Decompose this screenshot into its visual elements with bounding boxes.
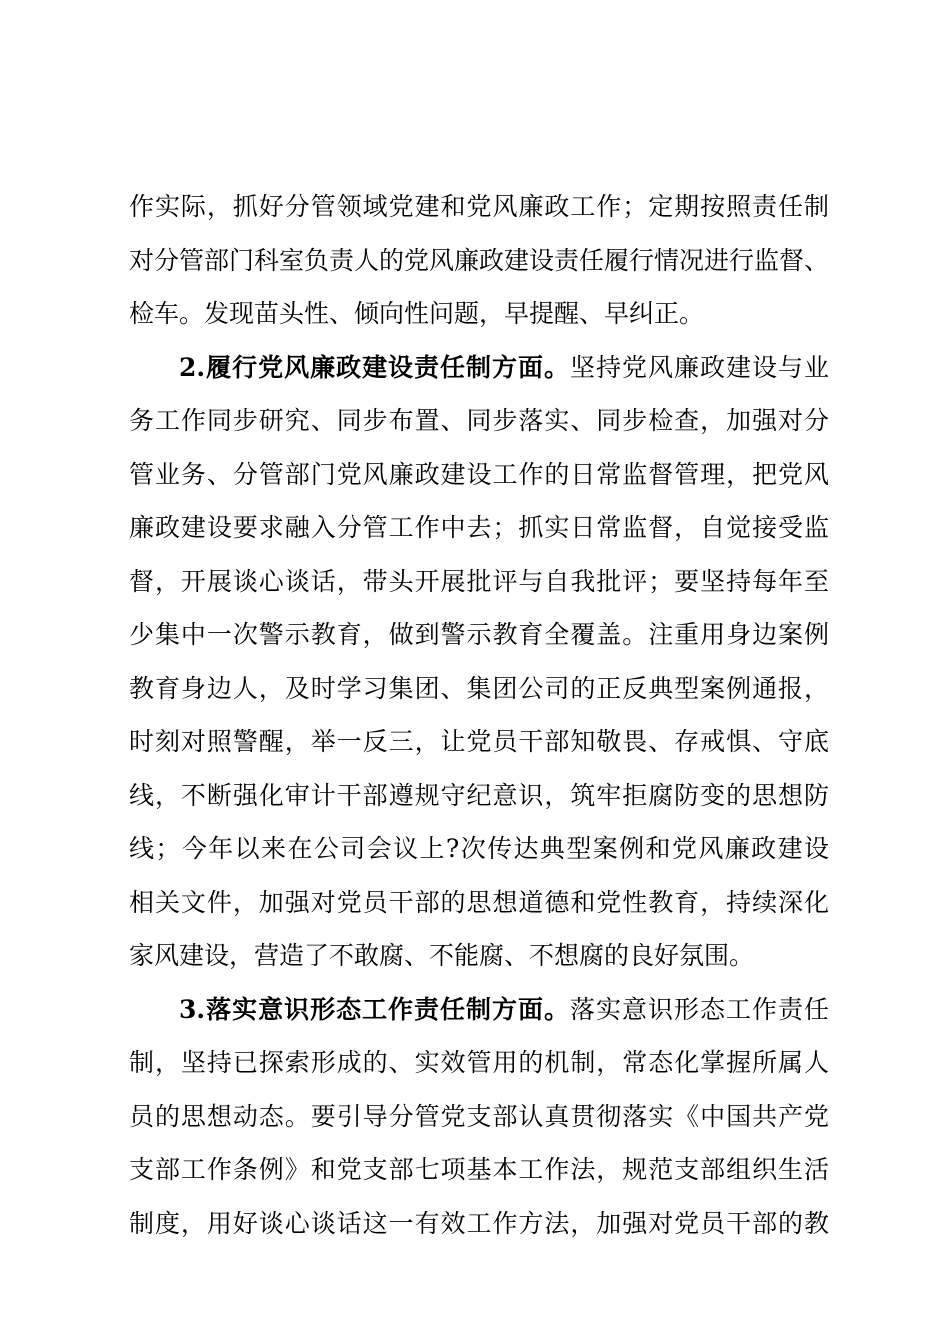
paragraph-1 xyxy=(129,180,829,341)
heading-line xyxy=(129,341,829,395)
heading-line xyxy=(129,983,829,1037)
section-heading-party-integrity: 2.履行党风廉政建设责任制方面。 xyxy=(179,352,571,382)
text-line: 线；今年以来在公司会议上?次传达典型案例和党风廉政建设 xyxy=(129,834,829,863)
document-body xyxy=(129,180,829,1250)
text-line: 督，开展谈心谈话，带头开展批评与自我批评；要坚持每年至 xyxy=(129,566,829,596)
section-heading-ideology: 3.落实意识形态工作责任制方面。 xyxy=(179,994,571,1024)
text-line: 线，不断强化审计干部遵规守纪意识，筑牢拒腐防变的思想防 xyxy=(129,780,829,810)
text-line: 员的思想动态。要引导分管党支部认真贯彻落实《中国共产党 xyxy=(129,1101,829,1131)
text-line: 时刻对照警醒，举一反三，让党员干部知敬畏、存戒惧、守底 xyxy=(129,727,829,756)
text-line: 少集中一次警示教育，做到警示教育全覆盖。注重用身边案例 xyxy=(129,620,829,649)
text-line: 教育身边人，及时学习集团、集团公司的正反典型案例通报， xyxy=(129,673,829,703)
text-line: 制，坚持已探索形成的、实效管用的机制，常态化掌握所属人 xyxy=(129,1048,829,1077)
text-line: 对分管部门科室负责人的党风廉政建设责任履行情况进行监督、 xyxy=(129,245,830,275)
text-line: 制度，用好谈心谈话这一有效工作方法，加强对党员干部的教 xyxy=(129,1208,829,1238)
text-line: 管业务、分管部门党风廉政建设工作的日常监督管理，把党风 xyxy=(129,459,829,489)
text-line: 作实际，抓好分管领域党建和党风廉政工作；定期按照责任制 xyxy=(129,192,829,221)
text-line: 务工作同步研究、同步布置、同步落实、同步检查，加强对分 xyxy=(129,406,829,435)
heading-line-rest: 坚持党风廉政建设与业 xyxy=(570,352,829,382)
paragraph-2 xyxy=(129,341,829,983)
paragraph-3 xyxy=(129,983,829,1251)
text-line: 家风建设，营造了不敢腐、不能腐、不想腐的良好氛围。 xyxy=(129,941,755,970)
text-line: 相关文件，加强对党员干部的思想道德和党性教育，持续深化 xyxy=(129,887,829,917)
text-line: 检车。发现苗头性、倾向性问题，早提醒、早纠正。 xyxy=(129,299,705,328)
heading-line-rest: 落实意识形态工作责任 xyxy=(570,994,829,1024)
text-line: 廉政建设要求融入分管工作中去；抓实日常监督，自觉接受监 xyxy=(129,513,829,542)
text-line: 支部工作条例》和党支部七项基本工作法，规范支部组织生活 xyxy=(129,1155,829,1184)
